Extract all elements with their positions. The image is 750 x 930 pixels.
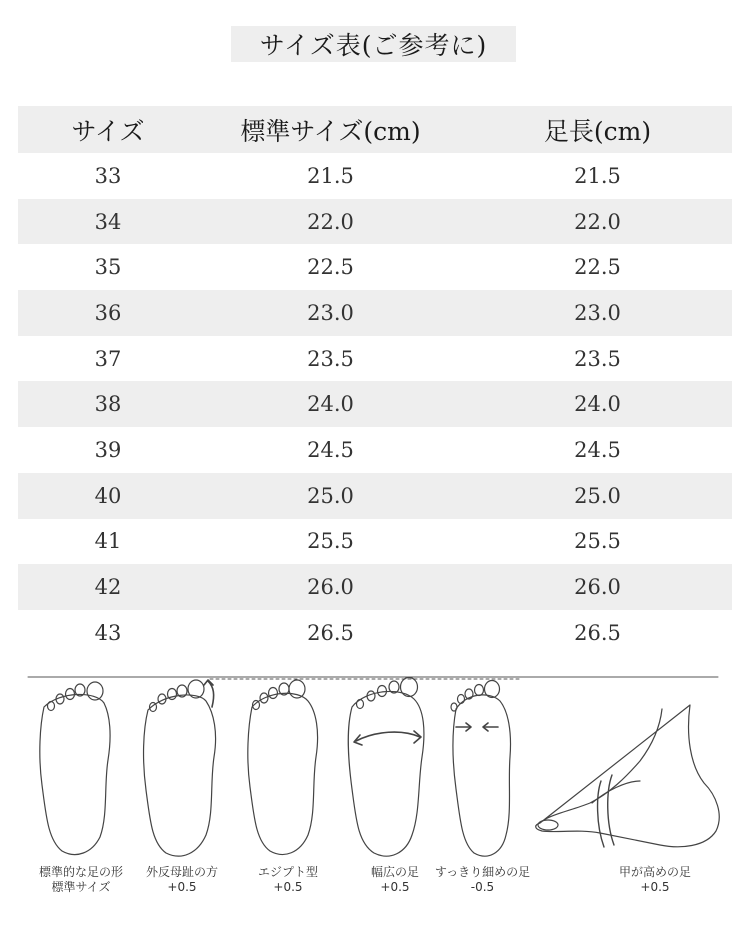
- cell-size: 33: [94, 163, 122, 188]
- cell-size: 35: [94, 255, 122, 280]
- standard-foot-icon: [40, 682, 110, 855]
- table-row: [18, 336, 732, 382]
- cell-standard: 26.0: [198, 564, 463, 610]
- cell-foot-length: 25.5: [574, 529, 621, 554]
- cell-size: 40: [18, 473, 198, 519]
- foot-label-hallux-valgus: [132, 865, 232, 895]
- table-row: [18, 427, 732, 473]
- wide-foot-icon: [348, 678, 424, 857]
- cell-size: 38: [18, 381, 198, 427]
- foot-label-sub: 標準サイズ: [51, 880, 111, 894]
- cell-size: 36: [18, 290, 198, 336]
- header-foot-length: 足長(cm): [463, 106, 732, 153]
- cell-standard: 26.5: [307, 620, 354, 645]
- cell-size: 43: [94, 620, 122, 645]
- foot-shapes-illustration: [0, 665, 750, 930]
- foot-label-sub: +0.5: [167, 880, 197, 894]
- table-row: [18, 473, 732, 519]
- foot-label-title: すっきり細めの足: [434, 865, 531, 879]
- hallux-valgus-foot-icon: [144, 680, 216, 856]
- foot-label-title: エジプト型: [257, 865, 318, 879]
- header-size: サイズ: [18, 106, 198, 153]
- foot-label-sub: +0.5: [380, 880, 410, 894]
- table-row: [18, 381, 732, 427]
- foot-label-sub: +0.5: [273, 880, 303, 894]
- foot-label-sub: +0.5: [640, 880, 670, 894]
- cell-foot-length: 23.0: [463, 290, 732, 336]
- cell-foot-length: 26.0: [463, 564, 732, 610]
- foot-label-title: 標準的な足の形: [38, 865, 123, 879]
- cell-standard: 21.5: [307, 163, 354, 188]
- table-row: [18, 153, 732, 199]
- cell-standard: 24.5: [307, 437, 354, 462]
- cell-standard: 24.0: [198, 381, 463, 427]
- foot-label-title: 外反母趾の方: [145, 865, 218, 879]
- cell-standard: 25.0: [198, 473, 463, 519]
- table-row: [18, 290, 732, 336]
- foot-label-sub: -0.5: [470, 880, 495, 894]
- cell-size: 37: [94, 346, 122, 371]
- cell-size: 34: [18, 199, 198, 245]
- header-standard-size: 標準サイズ(cm): [198, 106, 463, 153]
- cell-foot-length: 22.0: [463, 199, 732, 245]
- cell-standard: 22.5: [307, 255, 354, 280]
- cell-foot-length: 25.0: [463, 473, 732, 519]
- cell-standard: 23.0: [198, 290, 463, 336]
- cell-foot-length: 24.0: [463, 381, 732, 427]
- cell-foot-length: 22.5: [574, 255, 621, 280]
- cell-foot-length: 26.5: [574, 620, 621, 645]
- cell-standard: 22.0: [198, 199, 463, 245]
- high-instep-foot-icon: [536, 705, 719, 847]
- egyptian-foot-icon: [248, 680, 318, 854]
- page-title: サイズ表(ご参考に): [231, 26, 516, 62]
- foot-label-slim: [425, 865, 540, 895]
- table-row: [18, 564, 732, 610]
- foot-label-title: 幅広の足: [370, 865, 419, 879]
- table-row: [18, 199, 732, 245]
- size-table: [18, 106, 732, 656]
- foot-label-high-instep: [600, 865, 710, 895]
- table-row: [18, 244, 732, 290]
- foot-label-egyptian: [238, 865, 338, 895]
- cell-foot-length: 21.5: [574, 163, 621, 188]
- foot-label-standard: [26, 865, 136, 895]
- cell-size: 39: [94, 437, 122, 462]
- table-row: [18, 519, 732, 565]
- table-row: [18, 610, 732, 656]
- cell-size: 42: [18, 564, 198, 610]
- slim-foot-icon: [451, 681, 511, 857]
- cell-standard: 25.5: [307, 529, 354, 554]
- table-header-row: [18, 106, 732, 153]
- cell-standard: 23.5: [307, 346, 354, 371]
- cell-size: 41: [94, 529, 122, 554]
- cell-foot-length: 23.5: [574, 346, 621, 371]
- foot-label-title: 甲が高めの足: [618, 865, 691, 879]
- cell-foot-length: 24.5: [574, 437, 621, 462]
